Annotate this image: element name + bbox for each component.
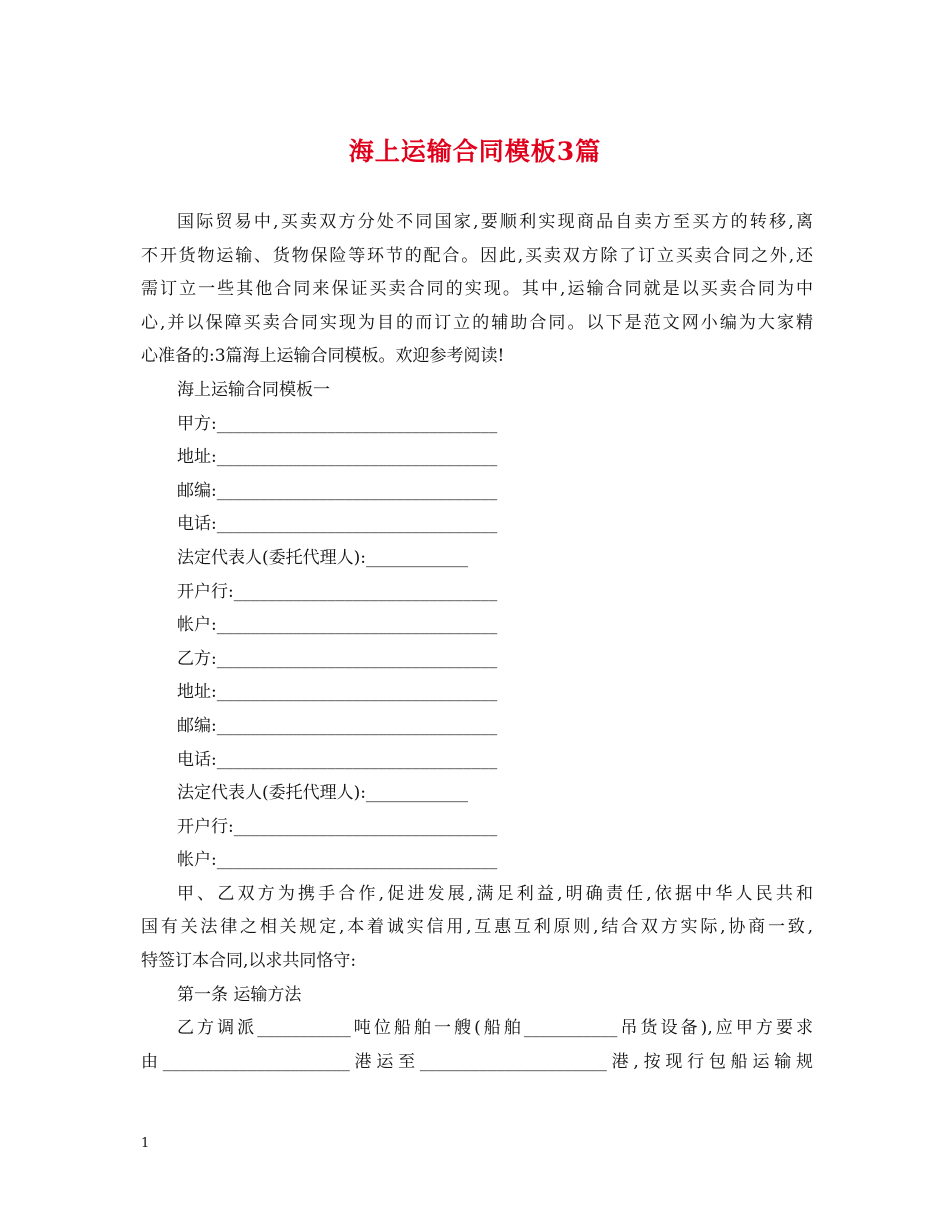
- page-number: 1: [141, 1136, 150, 1151]
- article-1-line: 由______________________港运至______________________港,按现行包船运输规: [141, 1051, 813, 1072]
- party-a-address-field: 地址:_________________________________: [177, 447, 498, 468]
- document-body: [141, 206, 813, 1079]
- party-b-address-field: 地址:_________________________________: [177, 682, 498, 703]
- party-b-name-field: 乙方:_________________________________: [177, 648, 498, 669]
- intro-line: 国际贸易中,买卖双方分处不同国家,要顺利实现商品自卖方至买方的转移,离: [177, 212, 813, 232]
- party-a-postcode-field: 邮编:_________________________________: [177, 480, 498, 501]
- party-a-name-field: 甲方:_________________________________: [177, 413, 498, 434]
- preamble-line: 特签订本合同,以求共同恪守:: [141, 951, 357, 972]
- party-a-phone-field: 电话:_________________________________: [177, 514, 498, 535]
- intro-line: 需订立一些其他合同来保证买卖合同的实现。其中,运输合同就是以买卖合同为中: [141, 279, 813, 300]
- party-a-bank-field: 开户行:_______________________________: [177, 581, 498, 602]
- preamble-line: 甲、乙双方为携手合作,促进发展,满足利益,明确责任,依据中华人民共和: [177, 883, 813, 904]
- intro-line: 心,并以保障买卖合同实现为目的而订立的辅助合同。以下是范文网小编为大家精: [141, 312, 813, 333]
- party-b-account-field: 帐户:_________________________________: [177, 850, 498, 871]
- document-title: 海上运输合同模板3篇: [348, 137, 602, 166]
- article-1-heading: 第一条 运输方法: [177, 984, 302, 1005]
- preamble-line: 国有关法律之相关规定,本着诚实信用,互惠互利原则,结合双方实际,协商一致,: [141, 917, 813, 938]
- template-heading: 海上运输合同模板一: [177, 379, 330, 400]
- party-b-postcode-field: 邮编:_________________________________: [177, 715, 498, 736]
- party-b-bank-field: 开户行:_______________________________: [177, 816, 498, 837]
- intro-line: 心准备的:3篇海上运输合同模板。欢迎参考阅读!: [141, 346, 505, 367]
- article-1-line: 乙方调派___________吨位船舶一艘(船舶___________吊货设备),应甲方要求: [177, 1018, 813, 1039]
- party-b-representative-field: 法定代表人(委托代理人):____________: [177, 783, 468, 804]
- party-a-representative-field: 法定代表人(委托代理人):____________: [177, 547, 468, 568]
- party-a-account-field: 帐户:_________________________________: [177, 615, 498, 636]
- party-b-phone-field: 电话:_________________________________: [177, 749, 498, 770]
- intro-line: 不开货物运输、货物保险等环节的配合。因此,买卖双方除了订立买卖合同之外,还: [141, 245, 813, 266]
